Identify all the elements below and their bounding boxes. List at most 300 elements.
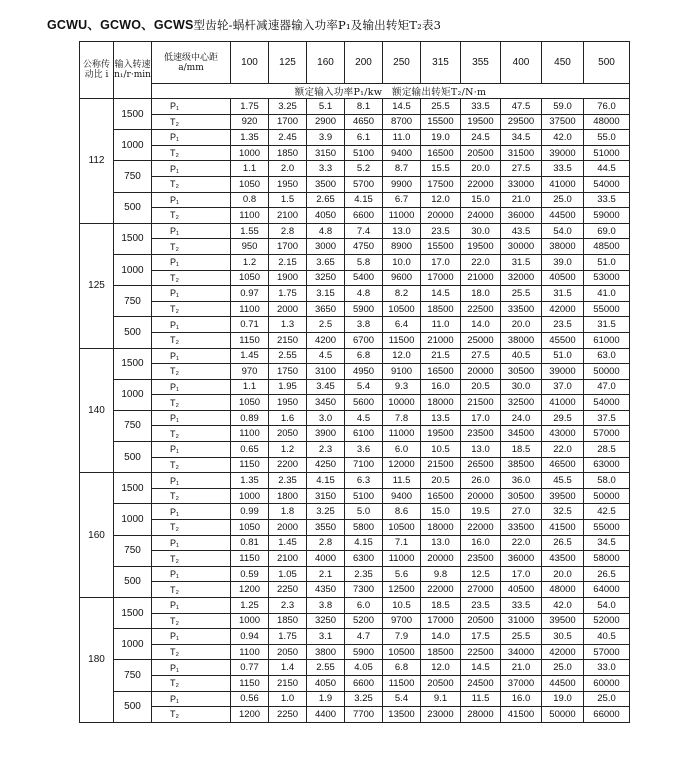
power-value-cell: 1.05 (269, 566, 307, 582)
torque-value-cell: 17000 (421, 613, 461, 629)
table-row (80, 301, 630, 317)
torque-value-cell: 3250 (307, 613, 345, 629)
power-value-cell: 19.5 (461, 504, 501, 520)
torque-value-cell: 1150 (231, 457, 269, 473)
power-value-cell: 9.3 (383, 379, 421, 395)
power-value-cell: 3.25 (345, 691, 383, 707)
power-value-cell: 7.4 (345, 223, 383, 239)
param-label: T₂ (152, 301, 231, 317)
torque-value-cell: 57000 (584, 426, 630, 442)
torque-value-cell: 36000 (501, 551, 542, 567)
power-value-cell: 6.0 (383, 442, 421, 458)
torque-value-cell: 50000 (584, 488, 630, 504)
torque-value-cell: 2050 (269, 644, 307, 660)
power-value-cell: 6.4 (383, 317, 421, 333)
torque-value-cell: 3500 (307, 176, 345, 192)
speed-cell: 1000 (114, 254, 152, 285)
table-row (80, 410, 630, 426)
power-value-cell: 51.0 (584, 254, 630, 270)
power-value-cell: 3.9 (307, 130, 345, 146)
power-value-cell: 11.5 (461, 691, 501, 707)
power-value-cell: 23.5 (461, 598, 501, 614)
torque-value-cell: 3150 (307, 145, 345, 161)
torque-value-cell: 63000 (584, 457, 630, 473)
distance-col-header: 100 (231, 42, 269, 84)
torque-value-cell: 20500 (461, 145, 501, 161)
power-value-cell: 34.5 (501, 130, 542, 146)
torque-value-cell: 9100 (383, 364, 421, 380)
torque-value-cell: 34000 (501, 644, 542, 660)
torque-value-cell: 54000 (584, 395, 630, 411)
table-row (80, 551, 630, 567)
torque-value-cell: 18000 (421, 395, 461, 411)
torque-value-cell: 6700 (345, 332, 383, 348)
power-value-cell: 1.0 (269, 691, 307, 707)
power-value-cell: 25.5 (501, 286, 542, 302)
table-row (80, 192, 630, 208)
power-value-cell: 0.71 (231, 317, 269, 333)
power-value-cell: 2.3 (269, 598, 307, 614)
torque-value-cell: 40500 (501, 582, 542, 598)
power-value-cell: 4.5 (307, 348, 345, 364)
torque-value-cell: 12000 (383, 457, 421, 473)
power-value-cell: 3.1 (307, 629, 345, 645)
power-value-cell: 1.8 (269, 504, 307, 520)
torque-value-cell: 1050 (231, 176, 269, 192)
torque-value-cell: 5100 (345, 488, 383, 504)
power-value-cell: 16.0 (501, 691, 542, 707)
power-value-cell: 25.0 (542, 660, 584, 676)
power-value-cell: 37.5 (584, 410, 630, 426)
param-label: T₂ (152, 426, 231, 442)
table-row (80, 364, 630, 380)
torque-value-cell: 11500 (383, 332, 421, 348)
power-value-cell: 42.0 (542, 598, 584, 614)
power-value-cell: 30.5 (542, 629, 584, 645)
power-value-cell: 4.8 (307, 223, 345, 239)
power-value-cell: 26.0 (461, 473, 501, 489)
param-label: P₁ (152, 99, 231, 115)
torque-value-cell: 48000 (584, 114, 630, 130)
power-value-cell: 8.7 (383, 161, 421, 177)
torque-value-cell: 26500 (461, 457, 501, 473)
speed-cell: 1500 (114, 348, 152, 379)
power-value-cell: 5.6 (383, 566, 421, 582)
table-row (80, 442, 630, 458)
torque-value-cell: 37500 (542, 114, 584, 130)
table-row (80, 473, 630, 489)
torque-value-cell: 1950 (269, 176, 307, 192)
torque-value-cell: 3800 (307, 644, 345, 660)
power-value-cell: 17.5 (461, 629, 501, 645)
torque-value-cell: 29500 (501, 114, 542, 130)
param-label: P₁ (152, 442, 231, 458)
power-value-cell: 1.3 (269, 317, 307, 333)
distance-col-header: 160 (307, 42, 345, 84)
power-value-cell: 29.5 (542, 410, 584, 426)
torque-value-cell: 11000 (383, 426, 421, 442)
power-value-cell: 2.55 (269, 348, 307, 364)
power-value-cell: 0.99 (231, 504, 269, 520)
torque-value-cell: 19500 (421, 426, 461, 442)
power-value-cell: 31.5 (584, 317, 630, 333)
torque-value-cell: 58000 (584, 551, 630, 567)
power-value-cell: 3.3 (307, 161, 345, 177)
torque-value-cell: 9400 (383, 145, 421, 161)
torque-value-cell: 11000 (383, 551, 421, 567)
power-value-cell: 1.5 (269, 192, 307, 208)
units-row: 额定输入功率P₁/kw 额定输出转矩T₂/N·m (152, 84, 630, 99)
power-value-cell: 3.0 (307, 410, 345, 426)
torque-value-cell: 11000 (383, 208, 421, 224)
power-value-cell: 1.75 (269, 629, 307, 645)
torque-value-cell: 34500 (501, 426, 542, 442)
table-body (80, 99, 630, 723)
param-label: T₂ (152, 551, 231, 567)
power-value-cell: 5.2 (345, 161, 383, 177)
torque-value-cell: 59000 (584, 208, 630, 224)
distance-col-header: 500 (584, 42, 630, 84)
power-value-cell: 11.0 (421, 317, 461, 333)
power-value-cell: 1.1 (231, 161, 269, 177)
torque-value-cell: 1800 (269, 488, 307, 504)
torque-value-cell: 23000 (421, 707, 461, 723)
table-row (80, 130, 630, 146)
power-value-cell: 21.0 (501, 192, 542, 208)
table-row (80, 675, 630, 691)
torque-value-cell: 15500 (421, 239, 461, 255)
torque-value-cell: 13500 (383, 707, 421, 723)
torque-value-cell: 20000 (461, 488, 501, 504)
param-label: T₂ (152, 270, 231, 286)
speed-cell: 500 (114, 566, 152, 597)
table-row (80, 691, 630, 707)
power-value-cell: 69.0 (584, 223, 630, 239)
param-label: P₁ (152, 161, 231, 177)
torque-value-cell: 31500 (501, 145, 542, 161)
power-value-cell: 33.0 (584, 660, 630, 676)
power-value-cell: 43.5 (501, 223, 542, 239)
power-value-cell: 1.55 (231, 223, 269, 239)
torque-value-cell: 6600 (345, 675, 383, 691)
torque-value-cell: 2150 (269, 675, 307, 691)
torque-value-cell: 1000 (231, 613, 269, 629)
torque-value-cell: 2000 (269, 301, 307, 317)
torque-value-cell: 1150 (231, 332, 269, 348)
torque-value-cell: 9400 (383, 488, 421, 504)
table-row (80, 520, 630, 536)
torque-value-cell: 20000 (461, 364, 501, 380)
torque-value-cell: 2000 (269, 520, 307, 536)
power-value-cell: 6.7 (383, 192, 421, 208)
power-value-cell: 20.5 (421, 473, 461, 489)
power-value-cell: 33.5 (501, 598, 542, 614)
torque-value-cell: 38000 (542, 239, 584, 255)
power-value-cell: 0.89 (231, 410, 269, 426)
torque-value-cell: 20500 (461, 613, 501, 629)
power-value-cell: 4.7 (345, 629, 383, 645)
param-label: P₁ (152, 504, 231, 520)
power-value-cell: 0.97 (231, 286, 269, 302)
torque-value-cell: 1100 (231, 301, 269, 317)
param-label: P₁ (152, 286, 231, 302)
table-row (80, 395, 630, 411)
power-value-cell: 9.1 (421, 691, 461, 707)
ratio-cell: 160 (80, 473, 114, 598)
ratio-cell: 125 (80, 223, 114, 348)
torque-value-cell: 18500 (421, 301, 461, 317)
power-value-cell: 22.0 (542, 442, 584, 458)
power-value-cell: 42.0 (542, 130, 584, 146)
power-value-cell: 2.55 (307, 660, 345, 676)
table-row (80, 504, 630, 520)
power-value-cell: 2.15 (269, 254, 307, 270)
torque-value-cell: 5600 (345, 395, 383, 411)
param-label: P₁ (152, 691, 231, 707)
power-value-cell: 12.0 (421, 192, 461, 208)
power-value-cell: 23.5 (542, 317, 584, 333)
torque-value-cell: 22500 (461, 644, 501, 660)
torque-value-cell: 2100 (269, 208, 307, 224)
torque-value-cell: 57000 (584, 644, 630, 660)
power-value-cell: 47.5 (501, 99, 542, 115)
torque-value-cell: 20500 (421, 675, 461, 691)
power-value-cell: 2.35 (345, 566, 383, 582)
torque-value-cell: 16500 (421, 145, 461, 161)
power-value-cell: 1.25 (231, 598, 269, 614)
power-value-cell: 5.8 (345, 254, 383, 270)
power-value-cell: 2.45 (269, 130, 307, 146)
power-value-cell: 14.5 (461, 660, 501, 676)
torque-value-cell: 53000 (584, 270, 630, 286)
power-value-cell: 5.4 (383, 691, 421, 707)
distance-col-header: 125 (269, 42, 307, 84)
power-value-cell: 2.8 (307, 535, 345, 551)
torque-value-cell: 2100 (269, 551, 307, 567)
torque-value-cell: 6300 (345, 551, 383, 567)
torque-value-cell: 2050 (269, 426, 307, 442)
torque-value-cell: 44500 (542, 675, 584, 691)
power-value-cell: 33.5 (542, 161, 584, 177)
power-value-cell: 1.4 (269, 660, 307, 676)
power-value-cell: 21.5 (421, 348, 461, 364)
torque-value-cell: 3100 (307, 364, 345, 380)
power-value-cell: 25.0 (584, 691, 630, 707)
torque-value-cell: 10500 (383, 520, 421, 536)
torque-value-cell: 5700 (345, 176, 383, 192)
torque-value-cell: 4400 (307, 707, 345, 723)
power-value-cell: 17.0 (461, 410, 501, 426)
torque-value-cell: 41500 (501, 707, 542, 723)
torque-value-cell: 8700 (383, 114, 421, 130)
torque-value-cell: 54000 (584, 176, 630, 192)
torque-value-cell: 10500 (383, 301, 421, 317)
torque-value-cell: 42000 (542, 644, 584, 660)
power-value-cell: 8.1 (345, 99, 383, 115)
torque-value-cell: 6100 (345, 426, 383, 442)
power-value-cell: 1.2 (269, 442, 307, 458)
torque-value-cell: 41500 (542, 520, 584, 536)
torque-value-cell: 4050 (307, 675, 345, 691)
param-label: T₂ (152, 582, 231, 598)
torque-value-cell: 11500 (383, 675, 421, 691)
power-value-cell: 14.5 (421, 286, 461, 302)
power-value-cell: 28.5 (584, 442, 630, 458)
title-suffix: 型齿轮-蜗杆减速器输入功率P₁及输出转矩T₂表3 (193, 18, 442, 32)
table-row (80, 426, 630, 442)
torque-value-cell: 44500 (542, 208, 584, 224)
power-value-cell: 17.0 (501, 566, 542, 582)
power-value-cell: 3.6 (345, 442, 383, 458)
power-torque-table (79, 41, 630, 723)
table-row (80, 566, 630, 582)
torque-value-cell: 1850 (269, 145, 307, 161)
param-label: T₂ (152, 332, 231, 348)
torque-value-cell: 920 (231, 114, 269, 130)
power-value-cell: 14.0 (461, 317, 501, 333)
power-value-cell: 6.0 (345, 598, 383, 614)
torque-value-cell: 40500 (542, 270, 584, 286)
power-value-cell: 54.0 (542, 223, 584, 239)
power-value-cell: 30.0 (501, 379, 542, 395)
torque-value-cell: 19500 (461, 239, 501, 255)
torque-value-cell: 32000 (501, 270, 542, 286)
power-value-cell: 3.8 (345, 317, 383, 333)
power-value-cell: 18.0 (461, 286, 501, 302)
power-value-cell: 34.5 (584, 535, 630, 551)
torque-value-cell: 970 (231, 364, 269, 380)
torque-value-cell: 15500 (421, 114, 461, 130)
power-value-cell: 27.5 (501, 161, 542, 177)
distance-col-header: 355 (461, 42, 501, 84)
param-label: P₁ (152, 660, 231, 676)
distance-header: 低速级中心距 a/mm (152, 42, 231, 84)
torque-value-cell: 31000 (501, 613, 542, 629)
power-value-cell: 16.0 (421, 379, 461, 395)
power-value-cell: 21.0 (501, 660, 542, 676)
power-value-cell: 23.5 (421, 223, 461, 239)
torque-value-cell: 12500 (383, 582, 421, 598)
torque-value-cell: 36000 (501, 208, 542, 224)
power-value-cell: 11.0 (383, 130, 421, 146)
param-label: P₁ (152, 473, 231, 489)
power-value-cell: 33.5 (584, 192, 630, 208)
torque-value-cell: 22000 (461, 520, 501, 536)
power-value-cell: 30.0 (461, 223, 501, 239)
torque-value-cell: 16500 (421, 488, 461, 504)
torque-value-cell: 4000 (307, 551, 345, 567)
distance-col-header: 315 (421, 42, 461, 84)
param-label: T₂ (152, 364, 231, 380)
power-value-cell: 1.35 (231, 473, 269, 489)
power-value-cell: 1.45 (231, 348, 269, 364)
power-value-cell: 0.65 (231, 442, 269, 458)
torque-value-cell: 23500 (461, 426, 501, 442)
torque-value-cell: 4750 (345, 239, 383, 255)
table-row (80, 488, 630, 504)
power-value-cell: 8.6 (383, 504, 421, 520)
power-value-cell: 1.95 (269, 379, 307, 395)
param-label: P₁ (152, 535, 231, 551)
power-value-cell: 3.8 (307, 598, 345, 614)
torque-value-cell: 21500 (421, 457, 461, 473)
torque-value-cell: 9900 (383, 176, 421, 192)
title-prefix: GCWU、GCWO、GCWS (47, 18, 194, 32)
power-value-cell: 10.5 (421, 442, 461, 458)
power-value-cell: 16.0 (461, 535, 501, 551)
torque-value-cell: 9600 (383, 270, 421, 286)
power-value-cell: 58.0 (584, 473, 630, 489)
power-value-cell: 31.5 (542, 286, 584, 302)
param-label: P₁ (152, 130, 231, 146)
torque-value-cell: 50000 (584, 364, 630, 380)
torque-value-cell: 21000 (461, 270, 501, 286)
table-row (80, 379, 630, 395)
param-label: T₂ (152, 176, 231, 192)
torque-value-cell: 6600 (345, 208, 383, 224)
torque-value-cell: 1100 (231, 426, 269, 442)
torque-value-cell: 1200 (231, 582, 269, 598)
power-value-cell: 2.1 (307, 566, 345, 582)
power-value-cell: 4.15 (345, 535, 383, 551)
speed-cell: 500 (114, 442, 152, 473)
power-value-cell: 37.0 (542, 379, 584, 395)
torque-value-cell: 3650 (307, 301, 345, 317)
torque-value-cell: 21500 (461, 395, 501, 411)
power-value-cell: 4.8 (345, 286, 383, 302)
power-value-cell: 27.0 (501, 504, 542, 520)
torque-value-cell: 25000 (461, 332, 501, 348)
torque-value-cell: 24000 (461, 208, 501, 224)
power-value-cell: 13.5 (421, 410, 461, 426)
param-label: T₂ (152, 675, 231, 691)
param-label: T₂ (152, 239, 231, 255)
power-value-cell: 24.0 (501, 410, 542, 426)
table-row (80, 270, 630, 286)
table-row (80, 239, 630, 255)
table-row (80, 332, 630, 348)
torque-value-cell: 4250 (307, 457, 345, 473)
power-value-cell: 2.8 (269, 223, 307, 239)
power-value-cell: 14.0 (421, 629, 461, 645)
speed-cell: 1500 (114, 99, 152, 130)
speed-header: 输入转速 n₁/r·min (114, 42, 152, 99)
power-value-cell: 15.0 (461, 192, 501, 208)
torque-value-cell: 1100 (231, 644, 269, 660)
param-label: T₂ (152, 395, 231, 411)
power-value-cell: 5.4 (345, 379, 383, 395)
torque-value-cell: 64000 (584, 582, 630, 598)
power-value-cell: 4.5 (345, 410, 383, 426)
torque-value-cell: 10500 (383, 644, 421, 660)
power-value-cell: 12.0 (421, 660, 461, 676)
table-row (80, 660, 630, 676)
power-value-cell: 10.5 (383, 598, 421, 614)
power-value-cell: 4.15 (345, 192, 383, 208)
table-row (80, 644, 630, 660)
torque-value-cell: 5900 (345, 301, 383, 317)
power-value-cell: 5.0 (345, 504, 383, 520)
torque-value-cell: 1700 (269, 239, 307, 255)
power-value-cell: 14.5 (383, 99, 421, 115)
torque-value-cell: 17500 (421, 176, 461, 192)
torque-value-cell: 4650 (345, 114, 383, 130)
power-value-cell: 2.65 (307, 192, 345, 208)
table-row (80, 99, 630, 115)
table-row (80, 286, 630, 302)
param-label: P₁ (152, 566, 231, 582)
power-value-cell: 5.1 (307, 99, 345, 115)
